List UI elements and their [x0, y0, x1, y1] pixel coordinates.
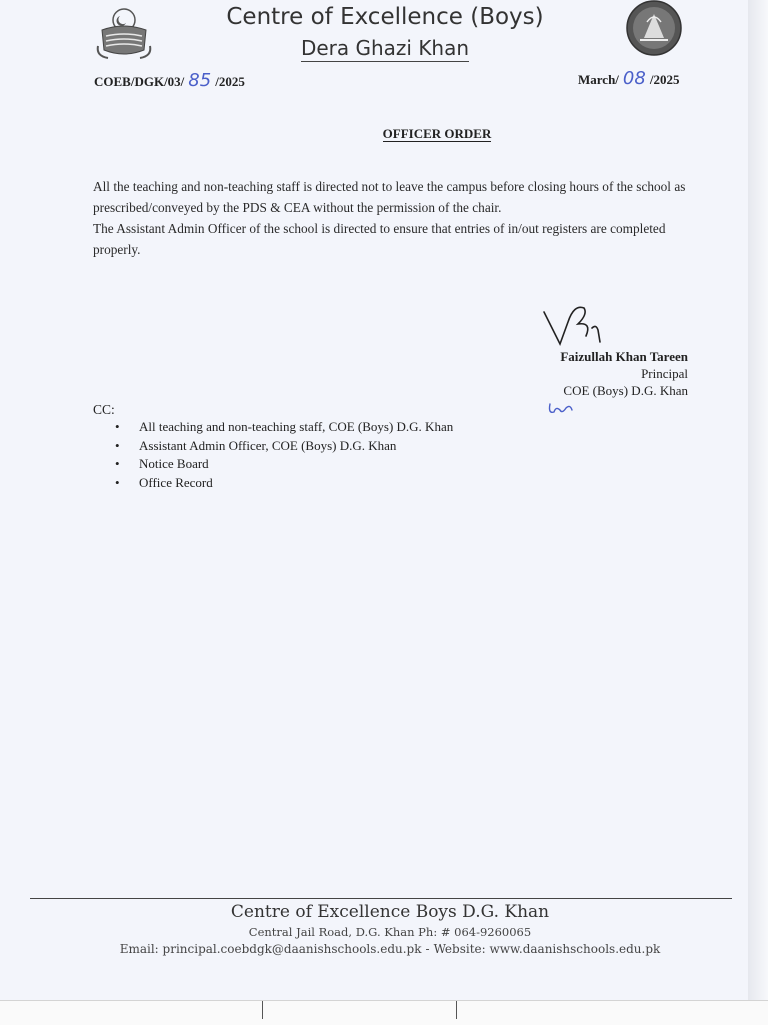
order-title-text: OFFICER ORDER: [382, 126, 492, 141]
signatory-block: [520, 348, 688, 399]
scan-bottom-strip: [0, 1000, 768, 1025]
cc-list-item: • All teaching and non-teaching staff, COE (Boys) D.G. Khan: [115, 418, 453, 437]
scan-tick-mark: [262, 1001, 263, 1019]
date-suffix: /2025: [649, 72, 680, 87]
footer-separator: -: [425, 942, 430, 956]
cc-list-item: • Assistant Admin Officer, COE (Boys) D.G. Khan: [115, 437, 453, 456]
footer-website: Website: www.daanishschools.edu.pk: [433, 942, 661, 956]
date-prefix: March/: [578, 72, 619, 87]
signatory-name: Faizullah Khan Tareen: [560, 349, 688, 364]
order-paragraph-2: The Assistant Admin Officer of the school is directed to ensure that entries of in/out registers are completed properly.: [93, 221, 666, 257]
page-edge-strip: [748, 0, 768, 1024]
footer-address: Central Jail Road, D.G. Khan Ph: # 064-9260065: [248, 925, 532, 939]
handwritten-initials: [546, 398, 576, 418]
reference-suffix: /2025: [215, 74, 245, 89]
cc-list: [115, 418, 453, 492]
punjab-emblem-logo: [94, 6, 154, 62]
date-handwritten-day: 08: [622, 68, 646, 89]
footer-institution-name: Centre of Excellence Boys D.G. Khan: [230, 902, 550, 922]
cc-list-item: • Office Record: [115, 474, 453, 493]
footer-contact: [0, 942, 768, 956]
signatory-designation: Principal: [641, 366, 688, 381]
order-title: [0, 126, 768, 142]
cc-list-item: • Notice Board: [115, 455, 453, 474]
scan-tick-mark: [456, 1001, 457, 1019]
order-body: [93, 176, 693, 260]
institution-subtitle: [160, 36, 610, 60]
reference-number: [94, 70, 245, 91]
footer-email: Email: principal.coebdgk@daanishschools.edu.pk: [119, 942, 422, 956]
institution-title: Centre of Excellence (Boys): [226, 4, 544, 30]
reference-prefix: COEB/DGK/03/: [94, 74, 185, 89]
institution-city: Dera Ghazi Khan: [300, 36, 470, 60]
handwritten-signature: [540, 302, 612, 350]
signatory-office: COE (Boys) D.G. Khan: [563, 383, 688, 398]
daanish-schools-seal-logo: [622, 0, 686, 56]
letter-date: [578, 68, 679, 89]
footer-divider: [30, 898, 732, 899]
cc-label: CC:: [93, 402, 115, 417]
reference-handwritten-number: 85: [188, 70, 212, 91]
order-paragraph-1: All the teaching and non-teaching staff is directed not to leave the campus before closing hours of the school as prescribed/conveyed by the PDS & CEA without the permission of the chair.: [93, 179, 686, 215]
